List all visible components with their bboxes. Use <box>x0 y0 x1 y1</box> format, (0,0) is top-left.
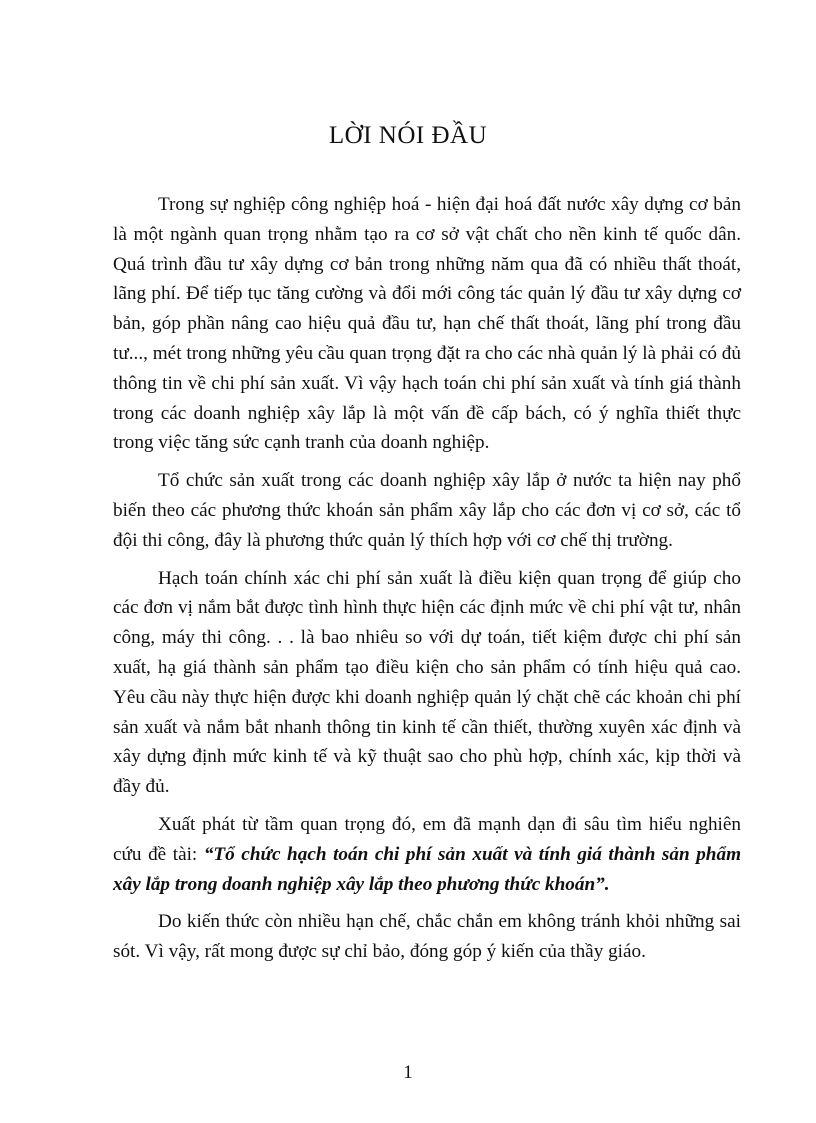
paragraph: Hạch toán chính xác chi phí sản xuất là điều kiện quan trọng để giúp cho các đơn vị nắm bắt được tình hình thực hiện các định mức về chi phí vật tư, nhân công, máy thi công. . . là bao nhiêu so với dự toán, tiết kiệm được chi phí sản xuất, hạ giá thành sản phẩm tạo điều kiện cho sản phẩm có tính hiệu quả cao. Yêu cầu này thực hiện được khi doanh nghiệp quản lý chặt chẽ các khoản chi phí sản xuất và nắm bắt nhanh thông tin kinh tế cần thiết, thường xuyên xác định và xây dựng định mức kinh tế và kỹ thuật sao cho phù hợp, chính xác, kịp thời và đầy đủ. <box>113 567 741 798</box>
topic-intro: Xuất phát từ tầm quan trọng đó, em đã mạnh dạn đi sâu tìm hiểu nghiên cứu đề tài: <box>113 813 741 865</box>
paragraph: Trong sự nghiệp công nghiệp hoá - hiện đại hoá đất nước xây dựng cơ bản là một ngành quan trọng nhằm tạo ra cơ sở vật chất cho nền kinh tế quốc dân. Quá trình đầu tư xây dựng cơ bản trong những năm qua đã có nhiều thất thoát, lãng phí. Để tiếp tục tăng cường và đổi mới công tác quản lý đầu tư xây dựng cơ bản, góp phần nâng cao hiệu quả đầu tư, hạn chế thất thoát, lãng phí trong đầu tư..., mét trong những yêu cầu quan trọng đặt ra cho các nhà quản lý là phải có đủ thông tin về chi phí sản xuất. Vì vậy hạch toán chi phí sản xuất và tính giá thành trong các doanh nghiệp xây lắp là một vấn đề cấp bách, có ý nghĩa thiết thực trong việc tăng sức cạnh tranh của doanh nghiệp. <box>113 194 741 454</box>
closing-paragraph: Do kiến thức còn nhiều hạn chế, chắc chắn em không tránh khỏi những sai sót. Vì vậy, rất mong được sự chỉ bảo, đóng góp ý kiến của thầy giáo. <box>113 911 741 963</box>
topic-paragraph <box>113 810 741 899</box>
document-body <box>113 190 741 975</box>
paragraph: Tổ chức sản xuất trong các doanh nghiệp xây lắp ở nước ta hiện nay phổ biến theo các phương thức khoán sản phẩm xây lắp cho các đơn vị cơ sở, các tổ đội thi công, đây là phương thức quản lý thích hợp với cơ chế thị trường. <box>113 470 741 551</box>
topic-title: “Tổ chức hạch toán chi phí sản xuất và tính giá thành sản phẩm xây lắp trong doanh nghiệp xây lắp theo phương thức khoán”. <box>113 843 741 895</box>
page-title: LỜI NÓI ĐẦU <box>328 122 488 149</box>
page-number: 1 <box>403 1062 413 1083</box>
